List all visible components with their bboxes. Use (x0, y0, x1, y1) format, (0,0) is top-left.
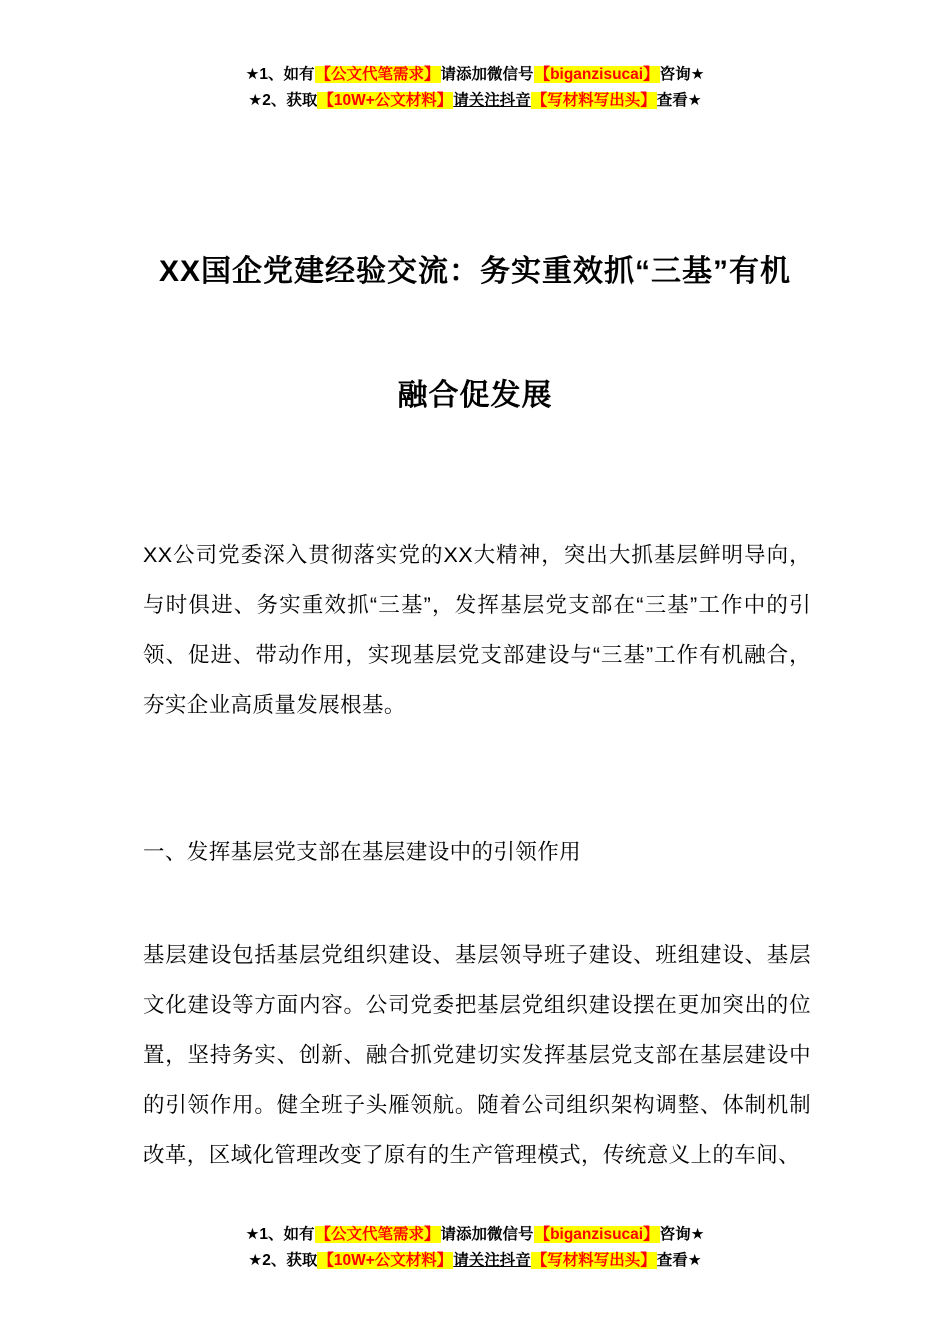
promo-bottom-line2-suffix: 查看★ (656, 1252, 702, 1269)
promo-bottom-line-2 (0, 1248, 950, 1274)
promo-bottom-line1-suffix: 咨询★ (659, 1226, 705, 1243)
promo-top-line2-prefix: ★2、获取 (248, 92, 318, 109)
promo-bottom-line2-mid: 请关注抖音 (453, 1252, 531, 1269)
promo-bottom-line2-prefix: ★2、获取 (248, 1252, 318, 1269)
section-heading-1: 一、发挥基层党支部在基层建设中的引领作用 (143, 839, 582, 864)
promo-bottom-line1-tag1: 【公文代笔需求】 (315, 1226, 440, 1243)
promo-banner-bottom (0, 1222, 950, 1274)
promo-top-line1-suffix: 咨询★ (659, 66, 705, 83)
promo-bottom-line2-tag1: 【10W+公文材料】 (318, 1252, 453, 1269)
paragraph-intro: XX公司党委深入贯彻落实党的XX大精神，突出大抓基层鲜明导向，与时俱进、务实重效抓“三基”，发挥基层党支部在“三基”工作中的引领、促进、带动作用，实现基层党支部建设与“三基”工作有机融合，夯实企业高质量发展根基。 (143, 542, 811, 717)
promo-top-line2-tag1: 【10W+公文材料】 (318, 92, 453, 109)
promo-top-line1-tag1: 【公文代笔需求】 (315, 66, 440, 83)
page-title: XX国企党建经验交流：务实重效抓“三基”有机融合促发展 (158, 255, 792, 413)
promo-top-line1-mid: 请添加微信号 (440, 66, 534, 83)
promo-bottom-line1-prefix: ★1、如有 (245, 1226, 315, 1243)
promo-banner-top (0, 62, 950, 114)
paragraph-section-1-body: 基层建设包括基层党组织建设、基层领导班子建设、班组建设、基层文化建设等方面内容。公司党委把基层党组织建设摆在更加突出的位置，坚持务实、创新、融合抓党建切实发挥基层党支部在基层建设中的引领作用。健全班子头雁领航。随着公司组织架构调整、体制机制改革，区域化管理改变了原有的生产管理模式，传统意义上的车间、 (143, 942, 811, 1167)
promo-top-line-1 (0, 62, 950, 88)
promo-bottom-line1-tag2: 【biganzisucai】 (534, 1226, 659, 1243)
promo-bottom-line1-mid: 请添加微信号 (440, 1226, 534, 1243)
promo-top-line2-suffix: 查看★ (656, 92, 702, 109)
promo-top-line-2 (0, 88, 950, 114)
promo-bottom-line2-tag2: 【写材料写出头】 (531, 1252, 656, 1269)
promo-top-line1-prefix: ★1、如有 (245, 66, 315, 83)
promo-top-line1-tag2: 【biganzisucai】 (534, 66, 659, 83)
promo-top-line2-tag2: 【写材料写出头】 (531, 92, 656, 109)
promo-bottom-line-1 (0, 1222, 950, 1248)
promo-top-line2-mid: 请关注抖音 (453, 92, 531, 109)
